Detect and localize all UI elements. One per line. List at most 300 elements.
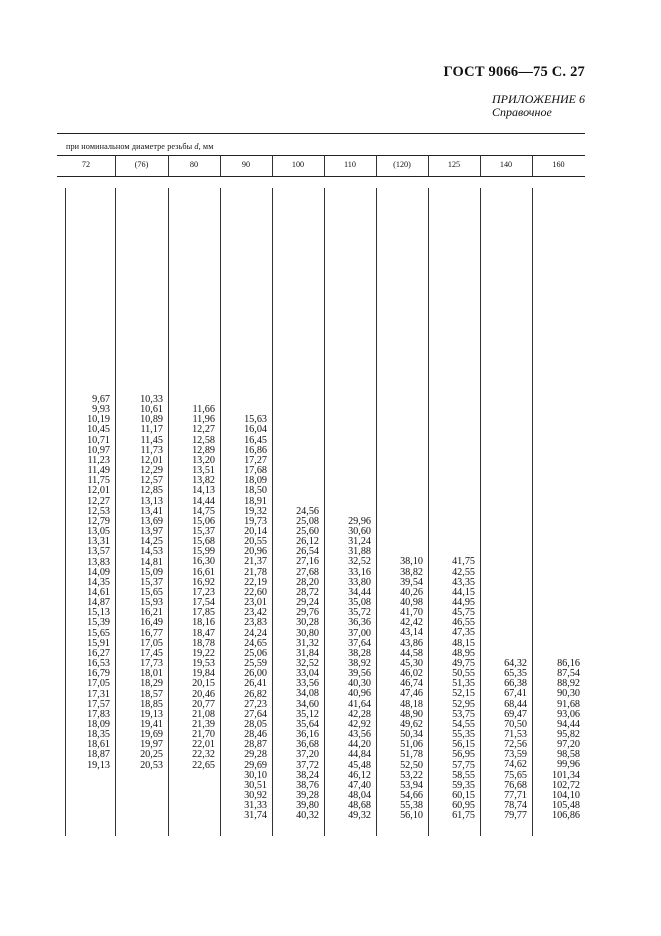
table-cell: 49,75 [452, 657, 475, 669]
value-column [244, 415, 267, 821]
table-cell: 36,16 [296, 729, 319, 741]
table-cell: 35,12 [296, 708, 319, 720]
table-cell: 32,52 [296, 657, 319, 669]
table-cell: 15,91 [87, 637, 110, 649]
table-cell: 28,87 [244, 739, 267, 751]
table-cell: 51,35 [452, 678, 475, 690]
table-cell: 25,06 [244, 647, 267, 659]
table-cell: 26,54 [296, 546, 319, 558]
appendix-note: Справочное [492, 105, 552, 119]
table-cell: 36,36 [348, 617, 371, 629]
table-cell: 17,83 [87, 708, 110, 720]
table-cell: 101,34 [551, 769, 580, 781]
table-cell: 14,44 [192, 495, 215, 507]
table-cell: 13,83 [87, 556, 110, 568]
table-cell: 12,29 [140, 465, 163, 477]
table-cell: 19,97 [140, 739, 163, 751]
table-cell: 15,93 [140, 597, 163, 609]
table-cell: 60,95 [452, 800, 475, 812]
value-column [192, 405, 215, 771]
table-cell: 31,24 [348, 536, 371, 548]
table-cell: 14,87 [87, 597, 110, 609]
table-cell: 44,20 [348, 739, 371, 751]
table-cell: 31,32 [296, 637, 319, 649]
table-cell: 28,72 [296, 586, 319, 598]
table-cell: 69,47 [504, 708, 527, 720]
table-cell: 105,48 [551, 800, 580, 812]
table-cell: 15,63 [244, 414, 267, 426]
table-cell: 22,65 [192, 759, 215, 771]
table-cell: 14,75 [192, 505, 215, 517]
table-cell: 18,61 [87, 739, 110, 751]
table-cell: 56,10 [400, 810, 423, 822]
table-cell: 49,32 [348, 810, 371, 822]
table-cell: 19,84 [192, 668, 215, 680]
table-cell: 13,05 [87, 526, 110, 538]
table-cell: 11,75 [87, 475, 110, 487]
table-cell: 15,06 [192, 515, 215, 527]
table-cell: 13,69 [140, 515, 163, 527]
column-divider [115, 188, 116, 836]
table-cell: 37,20 [296, 749, 319, 761]
table-cell: 9,67 [92, 394, 110, 405]
column-header: 80 [189, 160, 199, 169]
table-cell: 44,95 [452, 597, 475, 609]
table-cell: 48,18 [400, 698, 423, 710]
table-cell: 34,60 [296, 698, 319, 710]
value-column [140, 395, 163, 771]
column-divider [428, 188, 429, 836]
table-cell: 78,74 [504, 800, 527, 812]
column-divider [324, 188, 325, 836]
table-cell: 97,20 [557, 739, 580, 751]
table-cell: 53,75 [452, 708, 475, 720]
column-divider [376, 188, 377, 836]
table-cell: 16,21 [140, 607, 163, 619]
table-cell: 11,23 [87, 454, 110, 466]
table-cell: 27,16 [296, 556, 319, 568]
table-cell: 17,05 [87, 678, 110, 690]
value-column [348, 517, 371, 822]
table-cell: 26,12 [296, 536, 319, 548]
table-cell: 15,65 [87, 627, 110, 639]
table-cell: 54,66 [400, 789, 423, 801]
table-cell: 29,76 [296, 607, 319, 619]
table-cell: 20,46 [192, 688, 215, 700]
table-cell: 12,85 [140, 485, 163, 497]
value-column [87, 395, 110, 771]
column-divider [532, 188, 533, 836]
table-cell: 27,23 [244, 698, 267, 710]
table-cell: 14,81 [140, 556, 163, 568]
table-cell: 53,94 [400, 779, 423, 791]
table-cell: 19,13 [87, 759, 110, 771]
table-cell: 13,20 [192, 454, 215, 466]
table-cell: 20,25 [140, 749, 163, 761]
table-cell: 46,12 [348, 769, 371, 781]
table-cell: 18,01 [140, 668, 163, 680]
table-cell: 59,35 [452, 779, 475, 791]
table-cell: 41,75 [452, 556, 475, 568]
table-cell: 40,30 [348, 678, 371, 690]
table-cell: 19,53 [192, 658, 215, 670]
table-cell: 79,77 [504, 810, 527, 822]
table-cell: 28,20 [296, 576, 319, 588]
table-cell: 38,24 [296, 769, 319, 781]
table-cell: 21,70 [192, 729, 215, 741]
table-cell: 50,34 [400, 729, 423, 741]
column-divider [272, 188, 273, 836]
table-cell: 38,10 [400, 556, 423, 568]
table-cell: 14,09 [87, 566, 110, 578]
top-rule [57, 133, 585, 134]
table-cell: 12,57 [140, 475, 163, 487]
column-header: 72 [81, 160, 91, 169]
table-cell: 12,79 [87, 515, 110, 527]
table-cell: 47,40 [348, 779, 371, 791]
table-cell: 14,13 [192, 485, 215, 497]
table-cell: 66,38 [504, 678, 527, 690]
table-cell: 44,84 [348, 749, 371, 761]
table-cell: 15,68 [192, 536, 215, 548]
table-cell: 31,88 [348, 546, 371, 558]
table-cell: 42,92 [348, 718, 371, 730]
table-cell: 16,79 [87, 668, 110, 680]
table-cell: 26,82 [244, 688, 267, 700]
table-cell: 86,16 [557, 657, 580, 669]
table-cell: 15,09 [140, 566, 163, 578]
table-cell: 21,08 [192, 708, 215, 720]
table-cell: 41,70 [400, 607, 423, 619]
table-cell: 11,17 [140, 424, 163, 436]
table-cell: 45,48 [348, 759, 371, 771]
column-header: 110 [344, 160, 356, 169]
table-cell: 57,75 [452, 759, 475, 771]
table-cell: 9,93 [92, 404, 110, 416]
table-cell: 48,90 [400, 708, 423, 720]
table-cell: 28,05 [244, 718, 267, 730]
table-cell: 60,15 [452, 789, 475, 801]
table-cell: 24,56 [296, 505, 319, 517]
table-cell: 49,62 [400, 718, 423, 730]
table-cell: 16,45 [244, 434, 267, 446]
column-header: 140 [499, 160, 513, 169]
table-cell: 48,15 [452, 637, 475, 649]
column-header: (120) [393, 160, 411, 169]
table-cell: 104,10 [551, 789, 580, 801]
value-column [296, 507, 319, 822]
table-cell: 67,41 [504, 688, 527, 700]
table-cell: 17,27 [244, 454, 267, 466]
table-cell: 98,58 [557, 749, 580, 761]
table-cell: 23,01 [244, 597, 267, 609]
table-cell: 18,50 [244, 485, 267, 497]
table-cell: 17,57 [87, 698, 110, 710]
table-cell: 52,15 [452, 688, 475, 700]
table-cell: 15,37 [192, 526, 215, 538]
table-cell: 13,57 [87, 546, 110, 558]
table-cell: 45,30 [400, 657, 423, 669]
table-cell: 35,72 [348, 607, 371, 619]
table-cell: 30,28 [296, 617, 319, 629]
table-cell: 19,22 [192, 647, 215, 659]
document-id: ГОСТ 9066—75 С. 27 [443, 64, 585, 80]
table-cell: 65,35 [504, 668, 527, 680]
table-cell: 90,30 [557, 688, 580, 700]
table-cell: 18,35 [87, 729, 110, 741]
table-cell: 11,96 [192, 414, 215, 426]
table-cell: 12,27 [192, 424, 215, 436]
table-cell: 17,85 [192, 607, 215, 619]
table-cell: 13,13 [140, 495, 163, 507]
table-cell: 21,39 [192, 718, 215, 730]
table-cell: 72,56 [504, 739, 527, 751]
table-cell: 19,73 [244, 515, 267, 527]
table-cell: 18,09 [87, 719, 110, 730]
table-cell: 16,27 [87, 647, 110, 659]
table-cell: 106,86 [551, 810, 580, 822]
caption-unit: , мм [198, 142, 214, 151]
caption-text: при номинальном диаметре резьбы [66, 142, 193, 151]
table-cell: 12,27 [87, 495, 110, 507]
table-cell: 55,35 [452, 729, 475, 741]
table-cell: 10,45 [87, 424, 110, 436]
table-cell: 14,53 [140, 546, 163, 558]
table-cell: 51,78 [400, 749, 423, 761]
table-cell: 47,35 [452, 627, 475, 639]
table-cell: 38,28 [348, 647, 371, 659]
table-cell: 42,55 [452, 566, 475, 578]
table-cell: 47,46 [400, 688, 423, 700]
table-cell: 29,69 [244, 759, 267, 771]
table-cell: 20,77 [192, 698, 215, 710]
table-cell: 15,37 [140, 576, 163, 588]
table-cell: 18,09 [244, 475, 267, 487]
table-cell: 34,44 [348, 586, 371, 598]
table-cell: 15,39 [87, 617, 110, 629]
table-cell: 39,56 [348, 668, 371, 680]
table-cell: 33,04 [296, 668, 319, 680]
table-cell: 21,37 [244, 556, 267, 568]
table-cell: 29,28 [244, 749, 267, 761]
table-cell: 50,55 [452, 668, 475, 680]
table-cell: 16,86 [244, 444, 267, 456]
table-cell: 56,15 [452, 739, 475, 751]
column-divider [65, 188, 66, 836]
table-cell: 102,72 [551, 779, 580, 791]
table-cell: 11,73 [140, 444, 163, 456]
table-cell: 17,05 [140, 637, 163, 649]
table-cell: 28,46 [244, 729, 267, 741]
table-cell: 31,33 [244, 800, 267, 812]
table-cell: 17,73 [140, 658, 163, 670]
table-cell: 46,02 [400, 668, 423, 680]
table-cell: 29,24 [296, 597, 319, 609]
table-cell: 76,68 [504, 779, 527, 791]
value-column [452, 557, 475, 821]
table-cell: 16,92 [192, 576, 215, 588]
table-cell: 30,92 [244, 790, 267, 802]
table-cell: 13,82 [192, 475, 215, 487]
table-cell: 22,01 [192, 739, 215, 751]
table-cell: 18,29 [140, 678, 163, 690]
column-header: 160 [552, 160, 565, 169]
table-cell: 17,45 [140, 647, 163, 659]
table-cell: 10,89 [140, 414, 163, 426]
table-cell: 41,64 [348, 698, 371, 710]
table-cell: 20,96 [244, 546, 267, 558]
table-cell: 18,16 [192, 617, 215, 629]
table-cell: 17,54 [192, 597, 215, 609]
table-cell: 33,56 [296, 678, 319, 690]
table-cell: 30,10 [244, 769, 267, 781]
table-cell: 30,51 [244, 779, 267, 791]
table-cell: 11,66 [192, 404, 215, 416]
table-cell: 43,86 [400, 637, 423, 649]
table-cell: 25,08 [296, 515, 319, 527]
appendix-title: ПРИЛОЖЕНИЕ 6 [492, 92, 585, 106]
column-divider [168, 188, 169, 836]
table-cell: 61,75 [452, 810, 475, 822]
column-divider [220, 188, 221, 836]
table-cell: 99,96 [557, 759, 580, 771]
table-cell: 15,13 [87, 607, 110, 619]
table-cell: 48,04 [348, 790, 371, 802]
table-cell: 16,53 [87, 658, 110, 670]
table-cell: 51,06 [400, 739, 423, 751]
table-cell: 20,15 [192, 678, 215, 690]
table-cell: 31,74 [244, 810, 267, 822]
table-cell: 16,77 [140, 627, 163, 639]
table-cell: 87,54 [557, 668, 580, 680]
table-cell: 18,85 [140, 698, 163, 710]
table-cell: 30,80 [296, 627, 319, 639]
table-cell: 42,28 [348, 708, 371, 720]
table-cell: 43,14 [400, 627, 423, 639]
table-cell: 23,42 [244, 607, 267, 619]
table-cell: 10,33 [140, 394, 163, 405]
column-header: 125 [447, 160, 461, 169]
table-cell: 91,68 [557, 698, 580, 710]
table-cell: 15,99 [192, 546, 215, 558]
table-cell: 77,71 [504, 789, 527, 801]
value-column [552, 659, 580, 822]
table-cell: 27,68 [296, 566, 319, 578]
table-cell: 14,35 [87, 576, 110, 588]
table-cell: 74,62 [504, 759, 527, 771]
table-cell: 35,64 [296, 718, 319, 730]
table-cell: 53,22 [400, 769, 423, 781]
table-cell: 11,45 [140, 434, 163, 446]
table-cell: 11,49 [87, 465, 110, 477]
table-cell: 24,24 [244, 627, 267, 639]
table-cell: 13,31 [87, 536, 110, 548]
table-cell: 22,32 [192, 749, 215, 761]
table-cell: 13,97 [140, 526, 163, 538]
table-cell: 14,61 [87, 586, 110, 598]
table-cell: 68,44 [504, 698, 527, 710]
table-cell: 16,49 [140, 617, 163, 629]
table-cell: 17,23 [192, 586, 215, 598]
table-cell: 18,78 [192, 637, 215, 649]
table-cell: 12,01 [87, 485, 110, 497]
table-cell: 95,82 [557, 728, 580, 740]
table-cell: 33,16 [348, 566, 371, 578]
table-cell: 26,41 [244, 678, 267, 690]
table-cell: 58,55 [452, 769, 475, 781]
table-cell: 43,35 [452, 576, 475, 588]
table-cell: 39,54 [400, 576, 423, 588]
table-cell: 10,97 [87, 444, 110, 456]
table-cell: 18,57 [140, 688, 163, 700]
table-cell: 45,75 [452, 607, 475, 619]
table-cell: 29,96 [348, 515, 371, 527]
table-cell: 52,50 [400, 759, 423, 771]
table-cell: 39,28 [296, 790, 319, 802]
table-cell: 32,52 [348, 556, 371, 568]
table-cell: 13,51 [192, 465, 215, 477]
table-cell: 37,64 [348, 637, 371, 649]
table-caption [66, 142, 213, 151]
table-cell: 38,76 [296, 779, 319, 791]
table-cell: 15,65 [140, 586, 163, 598]
table-cell: 36,68 [296, 739, 319, 751]
table-cell: 20,55 [244, 536, 267, 548]
table-cell: 55,38 [400, 800, 423, 812]
table-cell: 71,53 [504, 728, 527, 740]
table-cell: 88,92 [557, 678, 580, 690]
table-cell: 21,78 [244, 566, 267, 578]
table-cell: 38,92 [348, 657, 371, 669]
table-cell: 17,31 [87, 688, 110, 700]
table-cell: 40,96 [348, 688, 371, 700]
table-cell: 70,50 [504, 718, 527, 730]
table-cell: 27,64 [244, 708, 267, 720]
table-cell: 40,26 [400, 586, 423, 598]
table-cell: 39,80 [296, 800, 319, 812]
table-cell: 12,01 [140, 454, 163, 466]
table-cell: 10,19 [87, 414, 110, 426]
table-cell: 23,83 [244, 617, 267, 629]
table-cell: 48,68 [348, 800, 371, 812]
table-cell: 94,44 [557, 718, 580, 730]
table-cell: 46,55 [452, 617, 475, 629]
column-header: 90 [241, 160, 251, 169]
table-cell: 24,65 [244, 637, 267, 649]
table-cell: 18,91 [244, 495, 267, 507]
column-header: (76) [134, 160, 149, 169]
table-cell: 44,58 [400, 647, 423, 659]
appendix-header [492, 93, 585, 119]
table-cell: 52,95 [452, 698, 475, 710]
table-cell: 26,00 [244, 668, 267, 680]
table-cell: 19,41 [140, 719, 163, 730]
table-cell: 16,61 [192, 566, 215, 578]
table-cell: 30,60 [348, 525, 371, 537]
table-cell: 16,04 [244, 424, 267, 436]
table-cell: 73,59 [504, 749, 527, 761]
table-cell: 35,08 [348, 597, 371, 609]
value-column [504, 659, 527, 822]
table-cell: 33,80 [348, 576, 371, 588]
header-rule-top [57, 155, 585, 156]
table-cell: 34,08 [296, 688, 319, 700]
column-divider [480, 188, 481, 836]
table-cell: 19,32 [244, 505, 267, 517]
table-cell: 10,61 [140, 404, 163, 416]
table-cell: 48,95 [452, 647, 475, 659]
table-cell: 42,42 [400, 617, 423, 629]
